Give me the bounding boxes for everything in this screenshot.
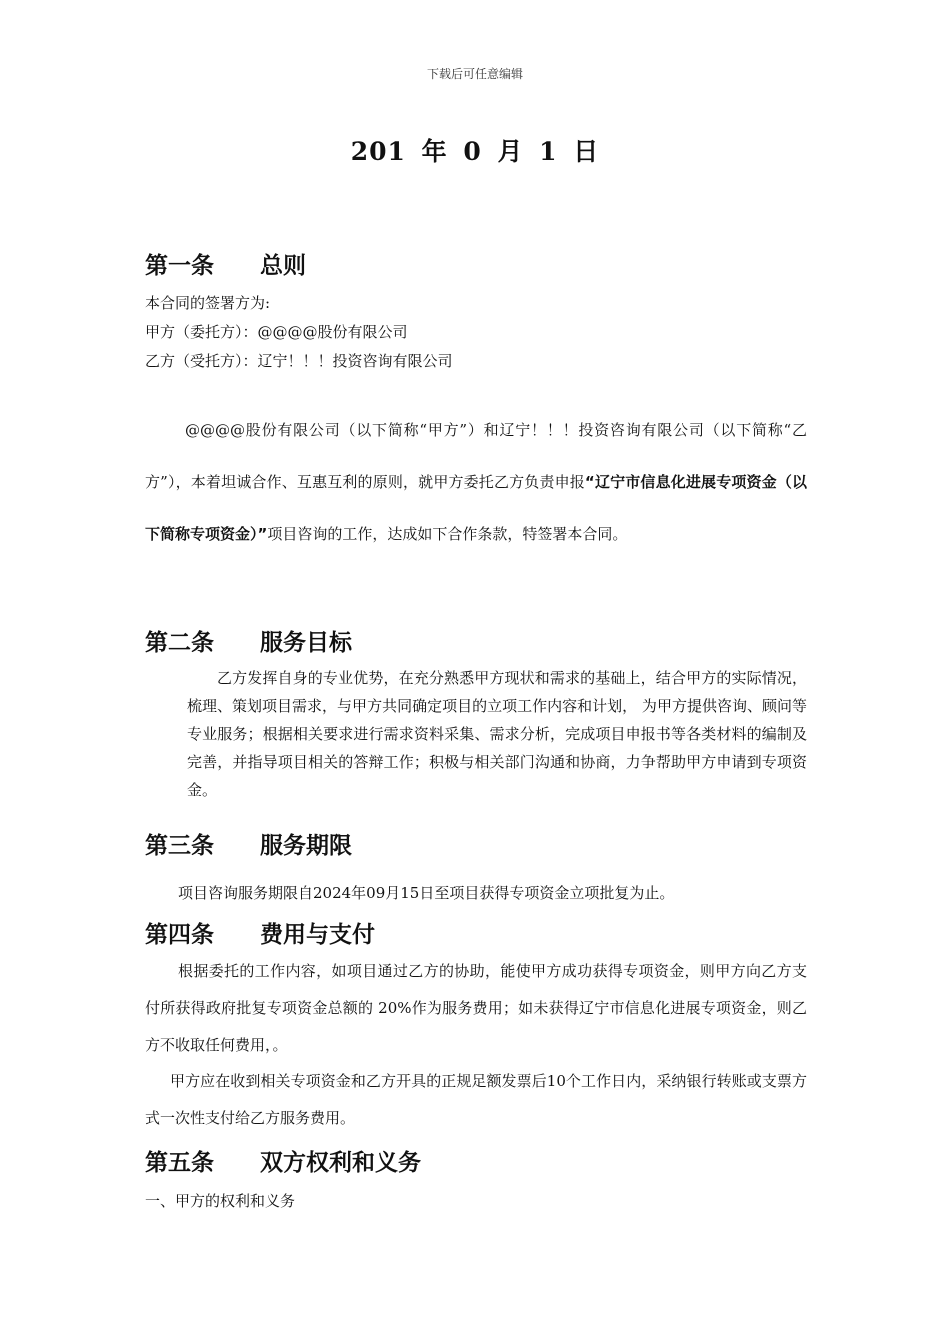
section-number: 第五条 xyxy=(145,1150,214,1176)
fees-paragraph-2: 甲方应在收到相关专项资金和乙方开具的正规足额发票后10个工作日内，采纳银行转账或支票方式一次性支付给乙方服务费用。 xyxy=(145,1072,807,1127)
service-period-text: 项目咨询服务期限自2024年09月15日至项目获得专项资金立项批复为止。 xyxy=(178,884,675,902)
preamble-project-name: “辽宁市信息化进展专项资金（以下简称专项资金）” xyxy=(145,473,807,543)
preamble-text-2: 项目咨询的工作，达成如下合作条款，特签署本合同。 xyxy=(267,525,628,543)
section-3-heading xyxy=(145,827,352,860)
section-title: 服务目标 xyxy=(260,630,352,656)
section-title: 双方权利和义务 xyxy=(260,1150,421,1176)
section-1-heading xyxy=(145,247,306,280)
section-number: 第三条 xyxy=(145,833,214,859)
date-title: 201 年 0 月 1 日 xyxy=(350,137,600,166)
preamble-text-1: @@@@股份有限公司（以下简称“甲方”）和辽宁！！！投资咨询有限公司（以下简称“乙方”），本着坦诚合作、互惠互利的原则，就甲方委托乙方负责申报 xyxy=(145,421,807,491)
section-title: 服务期限 xyxy=(260,833,352,859)
fees-paragraph-1: 根据委托的工作内容，如项目通过乙方的协助，能使甲方成功获得专项资金，则甲方向乙方支付所获得政府批复专项资金总额的 20%作为服务费用；如未获得辽宁市信息化进展专项资金，则乙方不收取任何费用，。 xyxy=(145,962,807,1054)
header-note: 下载后可任意编辑 xyxy=(426,67,523,81)
section-2-heading xyxy=(145,624,352,657)
party-b: 乙方（受托方）：辽宁！！！投资咨询有限公司 xyxy=(145,352,453,370)
parties-intro: 本合同的签署方为: xyxy=(145,294,271,312)
section-title: 费用与支付 xyxy=(260,922,375,948)
section-number: 第一条 xyxy=(145,253,214,279)
rights-subheading-1: 一、甲方的权利和义务 xyxy=(145,1192,296,1210)
preamble-paragraph xyxy=(145,404,807,560)
section-number: 第二条 xyxy=(145,630,214,656)
party-a: 甲方（委托方）：@@@@股份有限公司 xyxy=(145,323,408,341)
section-number: 第四条 xyxy=(145,922,214,948)
section-5-heading xyxy=(145,1144,421,1177)
service-goal-paragraph: 乙方发挥自身的专业优势，在充分熟悉甲方现状和需求的基础上，结合甲方的实际情况，梳理、策划项目需求，与甲方共同确定项目的立项工作内容和计划， 为甲方提供咨询、顾问等专业服务；根据相关要求进行需求资料采集、需求分析，完成项目申报书等各类材料的编制及完善，并指导项目相关的答辩工作；积极与相关部门沟通和协商，力争帮助甲方申请到专项资金。 xyxy=(187,669,807,799)
section-title: 总则 xyxy=(260,253,306,279)
section-4-heading xyxy=(145,916,375,949)
